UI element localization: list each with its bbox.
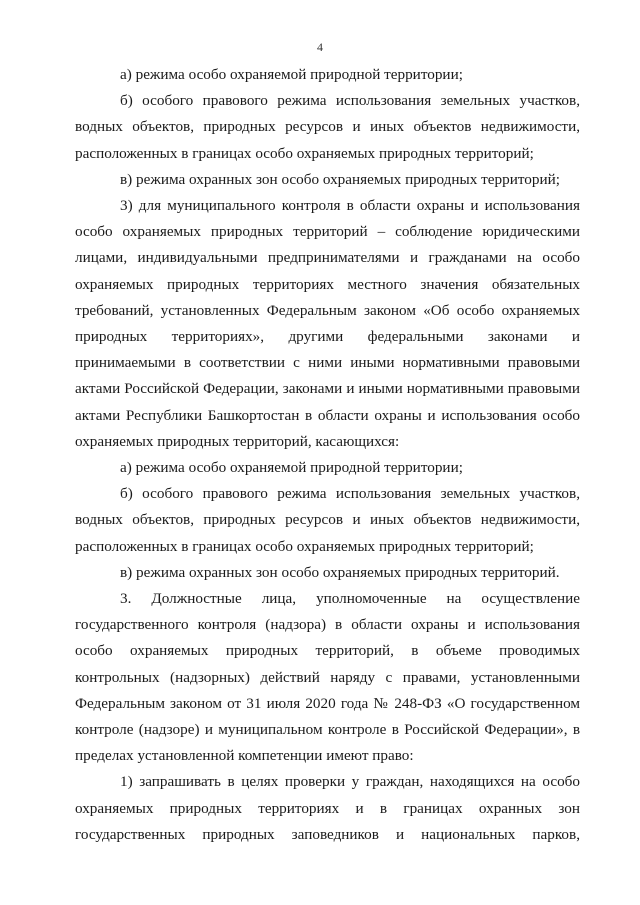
paragraph-item-3-municipal-control: 3) для муниципального контроля в области охраны и использования особо охраняемых природных территорий – соблюдение юридическими лицами, индивидуальными предпринимателями и гражданами на особо охраняемых природных территориях местного значения обязательных требований, установленных Федеральным законом «Об особо охраняемых природных территориях», другими федеральными законами и принимаемыми в соответствии с ними иными нормативными правовыми актами Российской Федерации, законами и иными нормативными правовыми актами Республики Башкортостан в области охраны и использования особо охраняемых природных территорий, касающихся: [75,197,580,450]
page-number: 4 [317,40,323,54]
paragraph-subitem-b: б) особого правового режима использования земельных участков, водных объектов, природных ресурсов и иных объектов недвижимости, расположенных в границах особо охраняемых природных территорий; [75,92,580,162]
paragraph-subitem-v: в) режима охранных зон особо охраняемых природных территорий. [120,563,560,581]
document-body [75,62,580,848]
paragraph-right-1-request: 1) запрашивать в целях проверки у граждан, находящихся на особо охраняемых природных территориях и в границах охранных зон государственных природных заповедников и национальных парков, [75,773,580,843]
paragraph-subitem-a: а) режима особо охраняемой природной территории; [120,66,463,83]
paragraph-subitem-v: в) режима охранных зон особо охраняемых природных территорий; [120,170,560,188]
paragraph-subitem-a: а) режима особо охраняемой природной территории; [120,459,463,477]
paragraph-subitem-b: б) особого правового режима использования земельных участков, водных объектов, природных ресурсов и иных объектов недвижимости, расположенных в границах особо охраняемых природных территорий; [75,485,580,555]
paragraph-section-3-officials-rights: 3. Должностные лица, уполномоченные на осуществление государственного контроля (надзора) в области охраны и использования особо охраняемых природных территорий, в объеме проводимых контрольных (надзорных) действий наряду с правами, установленными Федеральным законом от 31 июля 2020 года № 248-ФЗ «О государственном контроле (надзоре) и муниципальном контроле в Российской Федерации», в пределах установленной компетенции имеют право: [75,590,580,765]
